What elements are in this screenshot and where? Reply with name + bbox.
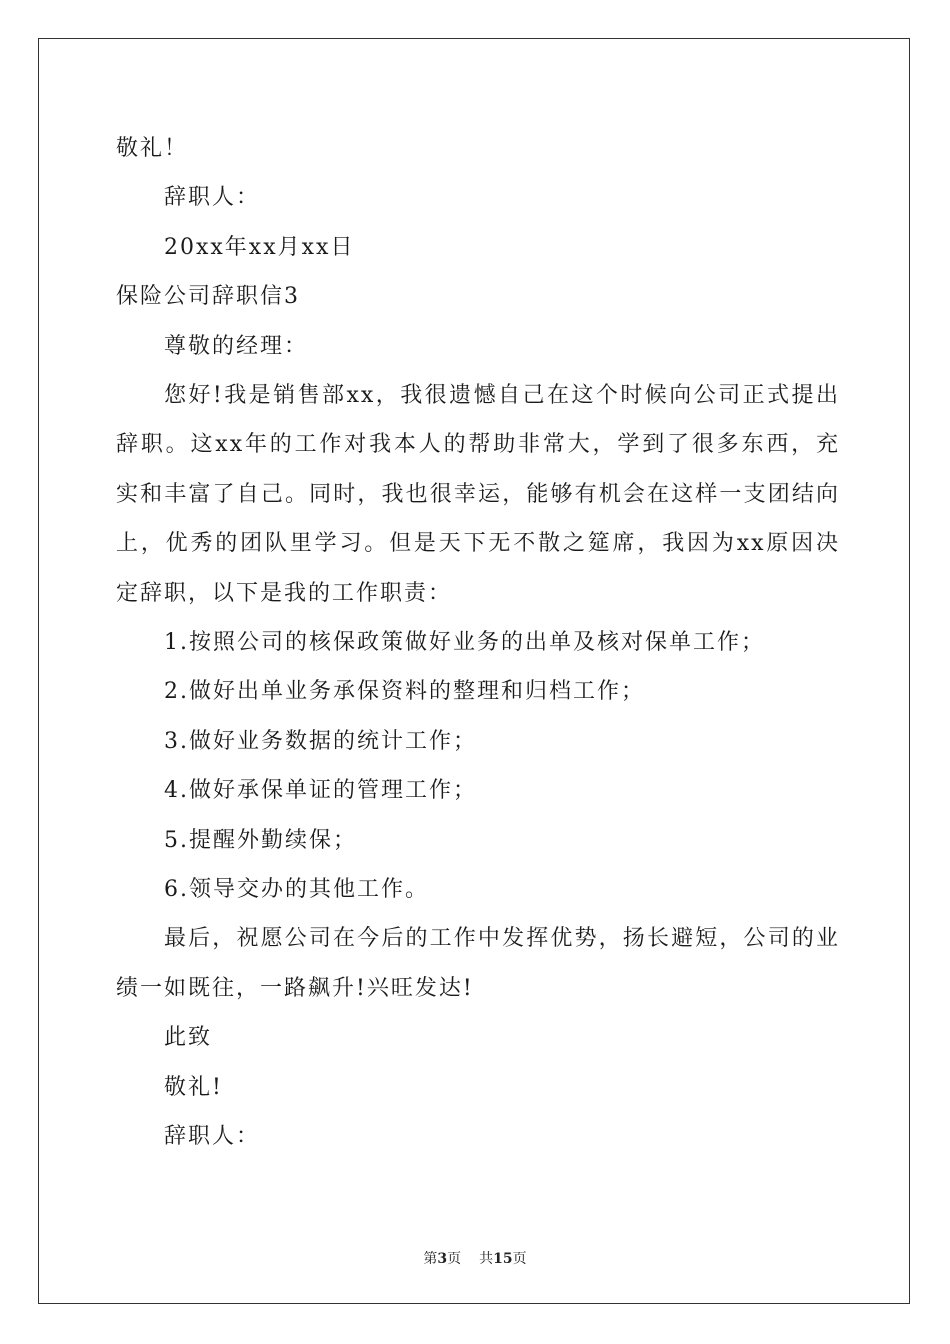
page-current: 3 bbox=[437, 1251, 448, 1267]
closing-phrase-1: 此致 bbox=[164, 1025, 213, 1051]
closing-paragraph: 最后，祝愿公司在今后的工作中发挥优势，扬长避短，公司的业绩一如既往，一路飙升!兴旺发达! bbox=[116, 926, 840, 1001]
previous-letter-salutation: 敬礼！ bbox=[116, 136, 189, 161]
duty-item-2: 2.做好出单业务承保资料的整理和归档工作； bbox=[164, 679, 645, 705]
signer-label: 辞职人： bbox=[164, 1123, 261, 1149]
duty-item-1: 1.按照公司的核保政策做好业务的出单及核对保单工作； bbox=[164, 629, 765, 655]
document-body bbox=[116, 124, 840, 1161]
duty-item-4: 4.做好承保单证的管理工作； bbox=[164, 778, 477, 804]
page-footer bbox=[0, 1248, 950, 1268]
total-prefix: 共 bbox=[479, 1251, 494, 1267]
duty-item-6: 6.领导交办的其他工作。 bbox=[164, 876, 429, 902]
letter-greeting: 尊敬的经理： bbox=[164, 333, 309, 359]
duty-item-3: 3.做好业务数据的统计工作； bbox=[164, 728, 477, 754]
page-total: 15 bbox=[493, 1251, 513, 1267]
duty-item-5: 5.提醒外勤续保； bbox=[164, 827, 357, 853]
body-paragraph: 您好!我是销售部xx，我很遗憾自己在这个时候向公司正式提出辞职。这xx年的工作对我本人的帮助非常大，学到了很多东西，充实和丰富了自己。同时，我也很幸运，能够有机会在这样一支团结向上，优秀的团队里学习。但是天下无不散之筵席，我因为xx原因决定辞职，以下是我的工作职责： bbox=[116, 382, 840, 606]
page-prefix: 第 bbox=[423, 1251, 438, 1267]
previous-letter-date: 20xx年xx月xx日 bbox=[164, 234, 355, 260]
page-suffix: 页 bbox=[447, 1251, 462, 1267]
previous-letter-signer: 辞职人： bbox=[164, 185, 261, 211]
total-suffix: 页 bbox=[512, 1251, 527, 1267]
letter-title: 保险公司辞职信3 bbox=[116, 284, 300, 310]
closing-phrase-2: 敬礼! bbox=[164, 1074, 223, 1100]
